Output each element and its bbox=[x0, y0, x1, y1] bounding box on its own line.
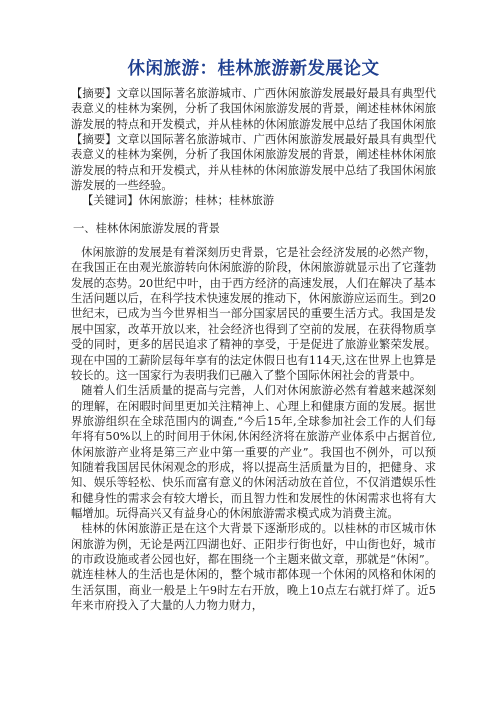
document-page bbox=[71, 58, 436, 613]
keywords-line: 【关键词】休闲旅游；桂林；桂林旅游 bbox=[82, 194, 275, 208]
body-paragraph: 随着人们生活质量的提高与完善，人们对休闲旅游必然有着越来越深刻的理解，在闲暇时间里更加关注精神上、心理上和健康方面的发展。据世界旅游组织在全球范围内的调查,“今后15年,全球参加社会工作的人们每年将有50%以上的时间用于休闲,休闲经济将在旅游产业体系中占据首位,休闲旅游产业将是第三产业中第一重要的产业”。我国也不例外，可以预知随着我国居民休闲观念的形成，将以提高生活质量为目的，把健身、求知、娱乐等轻松、快乐而富有意义的休闲活动放在首位，不仅消遣娱乐性和健身性的需求会有较大增长，而且智力性和发展性的休闲需求也将有大幅增加。玩得高兴又有益身心的休闲旅游需求模式成为消费主流。 bbox=[71, 384, 436, 520]
section-heading: 一、桂林休闲旅游发展的背景 bbox=[73, 221, 220, 235]
document-title: 休闲旅游：桂林旅游新发展论文 bbox=[127, 59, 380, 79]
abstract-paragraph: 【摘要】文章以国际著名旅游城市、广西休闲旅游发展最好最具有典型代表意义的桂林为案例，分析了我国休闲旅游发展的背景，阐述桂林休闲旅游发展的特点和开发模式，并从桂林的休闲旅游发展中总结了我国休闲旅 【摘要】文章以国际著名旅游城市、广西休闲旅游发展最好最具有典型代表意义的桂林为案例，分析了我国休闲旅游发展的背景，阐述桂林休闲旅游发展的特点和开发模式，并从桂林的休闲旅游发展中总结了我国休闲旅游发展的一些经验。 bbox=[71, 87, 436, 193]
body-paragraph: 休闲旅游的发展是有着深刻历史背景，它是社会经济发展的必然产物，在我国正在由观光旅游转向休闲旅游的阶段，休闲旅游就显示出了它蓬勃发展的态势。20世纪中叶，由于西方经济的高速发展，人们在解决了基本生活问题以后，在科学技术快速发展的推动下，休闲旅游应运而生。到20世纪末，已成为当今世界相当一部分国家居民的重要生活方式。我国是发展中国家，改革开放以来，社会经济也得到了空前的发展，在获得物质享受的同时，更多的居民追求了精神的享受，于是促进了旅游业繁荣发展。现在中国的工薪阶层每年享有的法定休假日也有114天,这在世界上也算是较长的。这一国家行为表明我们已融入了整个国际休闲社会的背景中。 bbox=[71, 246, 436, 382]
body-paragraph: 桂林的休闲旅游正是在这个大背景下逐渐形成的。以桂林的市区城市休闲旅游为例，无论是两江四湖也好、正阳步行街也好，中山街也好，城市的市政设施或者公园也好，都在围绕一个主题来做文章，那就是“休闲”。就连桂林人的生活也是休闲的，整个城市都体现一个休闲的风格和休闲的生活氛围，商业一般是上午9时左右开放，晚上10点左右就打烊了。近5年来市府投入了大量的人力物力财力， bbox=[71, 522, 436, 612]
